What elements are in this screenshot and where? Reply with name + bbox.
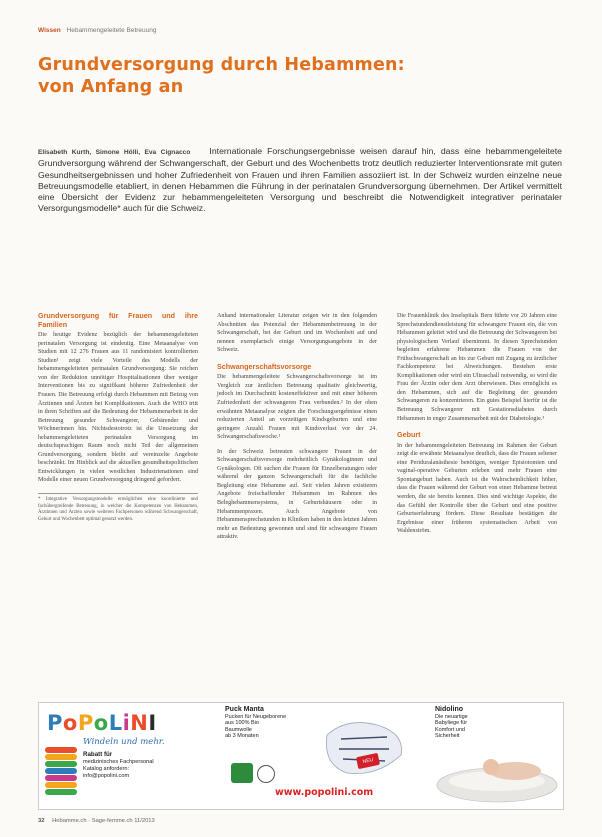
heading-grundversorgung: Grundversorgung für Frauen und ihre Familien (38, 311, 198, 329)
col3-body-2: In der hebammengeleiteten Betreuung im Rahmen der Geburt zeigt die erwähnte Metaanalyse deutlich, dass die Frauen seltener eine Periduralanästhesie benötigen, weniger Episiotomien und vaginal-operative Geburten erleben und mehr Frauen eine Spontangeburt haben. Auch ist die Wahrscheinlichkeit höher, dass die Frauen während der Geburt von einer Hebamme betreut werden, die sie bereits kennen. Dies sind wichtige Aspekte, die das Gefühl der Kontrolle über die Geburt und eine positive Geburtserfahrung fördern. Diese Resultate bestätigen die Ergebnisse einer früheren systematischen Arbeit von Waldenström. (397, 442, 557, 535)
article-lead (38, 146, 562, 215)
article-title (38, 54, 558, 98)
title-line-2: von Anfang an (38, 77, 184, 97)
page-number: 32 (38, 818, 45, 824)
topic-label: Hebammengeleitete Betreuung (66, 27, 157, 34)
ad-puck-manta: Puck Manta Pucken für Neugeborene aus 100% Bio Baumwolle ab 3 Monaten (225, 706, 287, 740)
page-footer (38, 818, 155, 824)
diaper-stack-icon (45, 747, 77, 799)
quality-seal-icon (257, 765, 275, 783)
heading-schwangerschaftsvorsorge: Schwangerschaftsvorsorge (217, 361, 312, 371)
col2-intro: Anhand internationaler Literatur zeigen wir in den folgenden Abschnitten das Potenzial der Hebammenbetreuung in der Schwangerschaft, bei der Geburt und im Wochenbett auf und nennen exemplarisch einige Versorgungsangebote in der Schweiz. (217, 313, 377, 354)
section-label: Wissen (38, 27, 61, 34)
col1-body: Die heutige Evidenz bezüglich der hebammengeleiteten perinatalen Versorgung ist eindeutig. Eine Metaanalyse von Studien mit 12 276 Frauen aus 11 randomisiert kontrollierten Studien¹ zeigt viele Vorteile des Modells der hebammengeleiteten perinatalen Grundversorgung: Sie reichen von der Reduktion unnötiger Hospitalisationen über weniger Interventionen bis zu signifikant höherer Zufriedenheit der Frauen. Die Betreuung erfolgt durch Hebammen mit Beizug von Ärztinnen und Ärzten bei Komplikationen. Auch die WHO tritt in ihren Schriften auf die Bedeutung der Hebammenarbeit in der Betreuung gesunder Schwangerer, Gebärender und Wöchnerinnen hin. Nichtsdestotrotz ist die Umsetzung der hebammengeleiteten perinatalen Versorgung im deutschsprachigen Raum noch nicht Teil der allgemeinen Grundversorgung, sondern bleibt auf vereinzelte Angebote beschränkt. Im Hinblick auf die aktuellen gesundheitspolitischen Entwicklungen in vielen westlichen Industrienationen sind Modelle einer neuen Grundversorgung dringend gefordert. (38, 332, 198, 484)
heading-geburt: Geburt (397, 430, 421, 440)
ad-rabatt: Rabatt für medizinisches Fachpersonal Katalog anfordern: info@popolini.com (83, 751, 154, 779)
running-head (38, 27, 157, 34)
footnote: * Integrative Versorgungsmodelle ermöglichen eine koordinierte und fachübergreifende Betreuung, in welcher die Kompetenzen von Hebammen, Ärztinnen und Ärzten sowie weiteren Fachpersonen während Schwangerschaft, Geburt und Wochenbett optimal genutzt werden. (38, 493, 198, 523)
ad-website-link[interactable]: www.popolini.com (275, 787, 374, 798)
lead-text: Internationale Forschungsergebnisse weisen darauf hin, dass eine hebammengeleitete Grundversorgung während der Schwangerschaft, der Geburt und des Wochenbetts trotz deutlich reduzierter Interventionsrate mit guten Gesundheitsergebnissen und hoher Zufriedenheit von Frauen und ihren Familien assoziiert ist. In der Schweiz wurden einzelne neue Betreuungsmodelle etabliert, in denen Hebammen die Führung in der perinatalen Grundversorgung übernehmen. Der Artikel vermittelt eine Übersicht der Evidenz zur hebammengeleiteten Versorgung und beschreibt die Notwendigkeit integrativer perinataler Versorgungsmodelle* auch für die Schweiz. (38, 146, 563, 214)
popolini-logo: PoPoLiNI (47, 711, 157, 735)
title-line-1: Grundversorgung durch Hebammen: (38, 55, 405, 75)
column-1 (38, 312, 198, 523)
column-3 (397, 312, 557, 542)
ad-nidolino: Nidolino Die neuartige Babyliege für Komfort und Sicherheit (435, 706, 468, 740)
ad-slogan: Windeln und mehr. (83, 737, 165, 747)
organic-cert-icon (231, 763, 253, 783)
journal-issue: Hebamme.ch · Sage-femme.ch 11/2013 (52, 818, 155, 824)
col3-body: Die Frauenklinik des Inselspitals Bern führte vor 20 Jahren eine Sprechstundendienstleistung für schwangere Frauen ein, die von Hebammen geleitet wird und die Betreuung der Schwangeren bei physiologischem Verlauf übernimmt. In diesen Sprechstunden begleiten erfahrene Hebammen die Frauen von der Frühschwangerschaft an bis zur Geburt mit Zugang zu ärztlicher Fachkompetenz bei Abweichungen. Bestehen erste Komplikationen oder wird ein Ultraschall notwendig, so wird die Frau der Ärztin oder dem Arzt überwiesen. Dies ermöglicht es den Hebammen, sich auf die Begleitung der gesunden Schwangeren zu konzentrieren. Ein gutes Beispiel hierfür ist die Betreuung Schwangerer mit Gestationsdiabetes durch Hebammen in enger Zusammenarbeit mit der Diabetologie.³ (397, 313, 557, 422)
col2-body-2: In der Schweiz betreuten schwangere Frauen in der Schwangerschaftsvorsorge mehrheitlich Gynäkologinnen und Gynäkologen. Oft suchen die Frauen für Einzelberatungen oder während der ganzen Schwangerschaft für die fachliche Begleitung eine Hebamme auf. Seit vielen Jahren existieren Angebote freischaffender Hebammen im Rahmen des Beleghebammensystems, in Geburtshäusern oder in Hebammenpraxen. Auch Angebote von Hebammensprechstunden in Kliniken haben in den letzten Jahren mehr an Bedeutung gewonnen und sind für schwangere Frauen attraktiv. (217, 448, 377, 541)
authors: Elisabeth Kurth, Simone Hölli, Eva Cignacco (38, 149, 191, 156)
col2-body: Die hebammengeleitete Schwangerschaftsvorsorge ist im Vergleich zur ärztlichen Betreuung qualitativ gleichwertig, jedoch im Durchschnitt kosteneffektiver und mit einer höheren Zufriedenheit der schwangeren Frau verbunden.² In der oben erwähnten Metaanalyse zeigten die Forschungsergebnisse einen reduzierten Anteil an vorzeitigen Kindsgeburten und eine geringere Anzahl Frauen mit Kindsverlust vor der 24. Schwangerschaftswoche.¹ (217, 374, 377, 441)
swaddle-garment-icon (317, 715, 409, 781)
baby-nest-image (425, 747, 559, 805)
column-2 (217, 312, 377, 548)
new-tag: NEU (356, 753, 380, 769)
advertisement[interactable] (38, 702, 564, 810)
